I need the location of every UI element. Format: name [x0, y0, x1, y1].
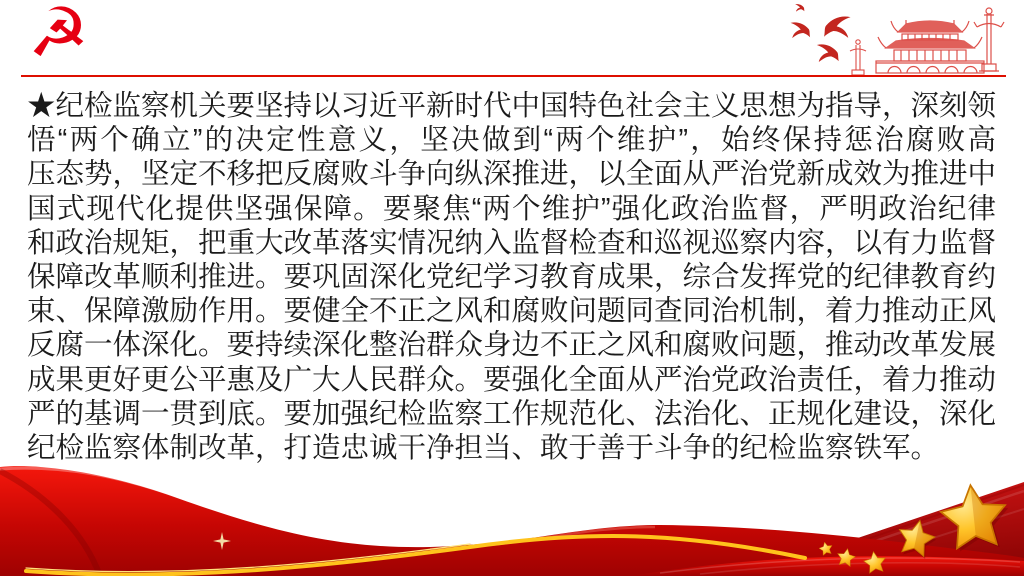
party-emblem-icon: ☭	[28, 0, 89, 73]
text-line: 成果更好更公平惠及广大人民群众。要强化全面从严治党政治责任，着力推动	[27, 363, 997, 396]
slide-body-text	[27, 89, 996, 465]
text-line: 国式现代化提供坚强保障。要聚焦“两个维护”强化政治监督，严明政治纪律	[27, 192, 996, 225]
header-decoration	[774, 0, 1024, 80]
text-line: 束、保障激励作用。要健全不正之风和腐败问题同查同治机制，着力推动正风	[27, 295, 997, 328]
text-line: 和政治规矩，把重大改革落实情况纳入监督检查和巡视巡察内容，以有力监督	[27, 226, 997, 259]
header-divider	[21, 75, 1006, 77]
text-line: 反腐一体深化。要持续深化整治群众身边不正之风和腐败问题，推动改革发展	[27, 329, 997, 362]
dove-icon	[817, 44, 839, 62]
dove-icons	[791, 4, 851, 62]
dove-icon	[791, 22, 811, 38]
text-line: 压态势，坚定不移把反腐败斗争向纵深推进，以全面从严治党新成效为推进中	[27, 158, 997, 191]
tiananmen-gate-icon	[876, 20, 984, 73]
dove-icon	[824, 16, 850, 37]
text-line: 悟“两个确立”的决定性意义，坚决做到“两个维护”，始终保持惩治腐败高	[27, 124, 996, 157]
text-line: 保障改革顺利推进。要巩固深化党纪学习教育成果，综合发挥党的纪律教育约	[27, 261, 997, 294]
huabiao-pillar-icon	[850, 40, 866, 75]
text-line: 纪检监察体制改革，打造忠诚干净担当、敢于善于斗争的纪检监察铁军。	[27, 432, 940, 465]
dove-icon	[795, 4, 804, 11]
red-ribbon-decoration	[0, 461, 1024, 576]
text-line: ★纪检监察机关要坚持以习近平新时代中国特色社会主义思想为指导，深刻领	[27, 90, 997, 122]
text-line: 严的基调一贯到底。要加强纪检监察工作规范化、法治化、正规化建设，深化	[27, 397, 997, 430]
